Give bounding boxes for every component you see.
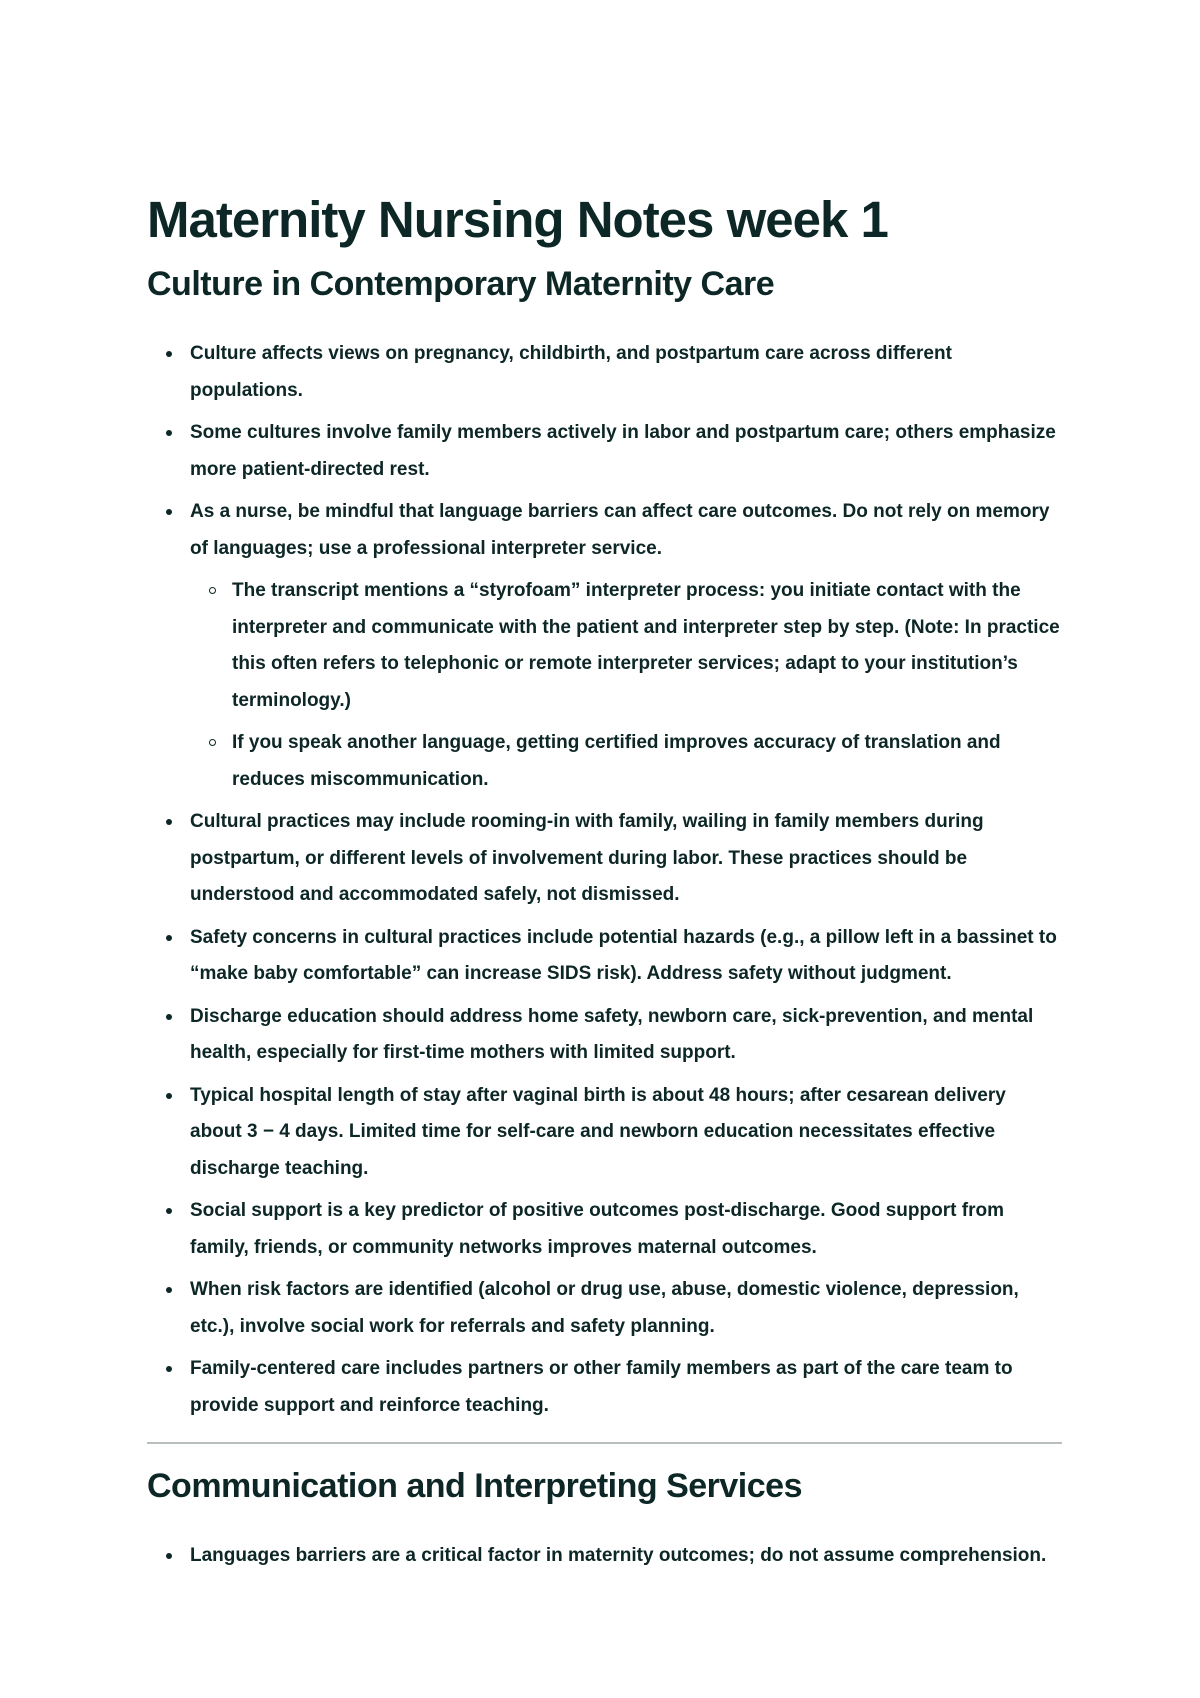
list-item: When risk factors are identified (alcohol or drug use, abuse, domestic violence, depression, etc.), involve social work for referrals and safety planning.	[190, 1272, 1062, 1345]
interpreter-sub-list	[190, 573, 1062, 798]
section-heading-culture: Culture in Contemporary Maternity Care	[147, 265, 775, 303]
page-title: Maternity Nursing Notes week 1	[147, 191, 888, 248]
list-item: Safety concerns in cultural practices include potential hazards (e.g., a pillow left in a bassinet to “make baby comfortable” can increase SIDS risk). Address safety without judgment.	[190, 920, 1062, 993]
list-item-text: As a nurse, be mindful that language barriers can affect care outcomes. Do not rely on memory of languages; use a professional interpreter service.	[190, 501, 1050, 559]
list-item: Culture affects views on pregnancy, childbirth, and postpartum care across different populations.	[190, 336, 1062, 409]
communication-bullet-list	[147, 1538, 1062, 1575]
list-item: Cultural practices may include rooming-in with family, wailing in family members during postpartum, or different levels of involvement during labor. These practices should be understood and accommodated safely, not dismissed.	[190, 804, 1062, 914]
section-divider	[147, 1442, 1062, 1444]
culture-bullet-list	[147, 336, 1062, 1424]
sub-list-item: The transcript mentions a “styrofoam” interpreter process: you initiate contact with the interpreter and communicate with the patient and interpreter step by step. (Note: In practice this often refers to telephonic or remote interpreter services; adapt to your institution’s terminology.)	[232, 573, 1062, 719]
list-item: Family-centered care includes partners or other family members as part of the care team to provide support and reinforce teaching.	[190, 1351, 1062, 1424]
list-item: Some cultures involve family members actively in labor and postpartum care; others emphasize more patient-directed rest.	[190, 415, 1062, 488]
sub-list-item: If you speak another language, getting certified improves accuracy of translation and reduces miscommunication.	[232, 725, 1062, 798]
list-item: Typical hospital length of stay after vaginal birth is about 48 hours; after cesarean delivery about 3 − 4 days. Limited time for self-care and newborn education necessitates effective discharge teaching.	[190, 1078, 1062, 1188]
document-page	[147, 188, 1062, 1581]
list-item: Discharge education should address home safety, newborn care, sick-prevention, and mental health, especially for first-time mothers with limited support.	[190, 999, 1062, 1072]
list-item: Social support is a key predictor of positive outcomes post-discharge. Good support from family, friends, or community networks improves maternal outcomes.	[190, 1193, 1062, 1266]
list-item	[190, 494, 1062, 798]
section-heading-communication: Communication and Interpreting Services	[147, 1467, 802, 1505]
list-item: Languages barriers are a critical factor in maternity outcomes; do not assume comprehension.	[190, 1538, 1062, 1575]
